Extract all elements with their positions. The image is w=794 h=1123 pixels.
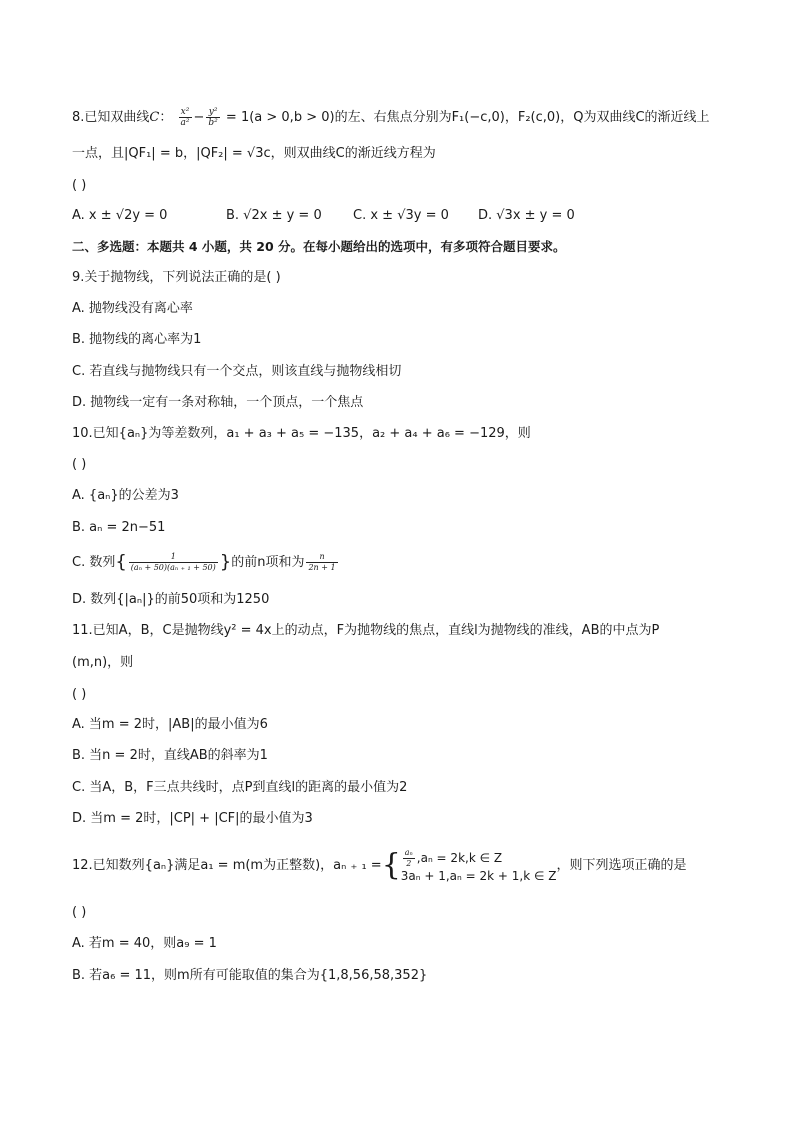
q9-option-c: C. 若直线与抛物线只有一个交点，则该直线与抛物线相切 (72, 364, 402, 379)
q12-stem: 12.已知数列{aₙ}满足a₁ = m(m为正整数)，aₙ ₊ ₁ ={ $\frac{\text{aₙ}}{2}$ ,aₙ = 2k,k ∈ Z 3aₙ + 1,aₙ = 2k + 1,k ∈ Z ，则下列选项正确的是 (72, 847, 687, 883)
q8-minus: − (193, 110, 205, 125)
q10-answer-paren: ( ) (72, 457, 87, 472)
q8-line2: 一点，且|QF₁| = b，|QF₂| = √3c，则双曲线C的渐近线方程为 (72, 146, 436, 161)
q10-option-c: C. 数列{ $\frac{1}{\text{(aₙ + 50)(aₙ ₊ ₁ + 50)}}$ }的前n项和为 $\frac{n}{2n + 1}$ (72, 551, 336, 573)
q11-option-d: D. 当m = 2时，|CP| + |CF|的最小值为3 (72, 811, 313, 826)
q10-option-b: B. aₙ = 2n−51 (72, 520, 166, 535)
q9-option-b: B. 抛物线的离心率为1 (72, 332, 202, 347)
q9-option-d: D. 抛物线一定有一条对称轴，一个顶点，一个焦点 (72, 395, 364, 410)
q10-option-c-sum-fraction: $\frac{n}{2n + 1}$ (308, 552, 336, 572)
q8-option-b: B. √2x ± y = 0 (226, 208, 322, 223)
q11-stem-line1: 11.已知A，B，C是抛物线y² = 4x上的动点，F为抛物线的焦点，直线l为抛物线的准线，AB的中点为P (72, 623, 660, 638)
q11-stem-line2: (m,n)，则 (72, 655, 134, 670)
q8-option-d: D. √3x ± y = 0 (478, 208, 575, 223)
q8-eq-rest: = 1(a > 0,b > 0)的左、右焦点分别为F₁(−c,0)，F₂(c,0)，Q为双曲线C的渐近线上 (225, 110, 710, 125)
q11-answer-paren: ( ) (72, 687, 87, 702)
q12-option-a: A. 若m = 40，则a₉ = 1 (72, 936, 217, 951)
q9-stem: 9.关于抛物线，下列说法正确的是( ) (72, 270, 281, 285)
q10-stem: 10.已知{aₙ}为等差数列，a₁ + a₃ + a₅ = −135，a₂ + a₄ + a₆ = −129，则 (72, 426, 531, 441)
q11-option-b: B. 当n = 2时，直线AB的斜率为1 (72, 748, 268, 763)
q8-colon: ： (159, 110, 173, 125)
q8-frac-x: $\frac{\text{x²}}{\text{a²}}$ (180, 107, 190, 128)
q8-answer-paren: ( ) (72, 178, 87, 193)
q10-option-a: A. {aₙ}的公差为3 (72, 488, 179, 503)
q10-option-c-fraction: $\frac{1}{\text{(aₙ + 50)(aₙ ₊ ₁ + 50)}}$ (130, 552, 216, 572)
q8-frac-y: $\frac{\text{y²}}{\text{b²}}$ (208, 107, 218, 128)
q11-option-a: A. 当m = 2时，|AB|的最小值为6 (72, 717, 268, 732)
q11-option-c: C. 当A，B，F三点共线时，点P到直线l的距离的最小值为2 (72, 780, 408, 795)
q10-option-d: D. 数列{|aₙ|}的前50项和为1250 (72, 592, 270, 607)
q8-prefix: 8.已知双曲线 (72, 110, 150, 125)
q9-option-a: A. 抛物线没有离心率 (72, 301, 193, 316)
q12-piecewise: $\frac{\text{aₙ}}{2}$ ,aₙ = 2k,k ∈ Z 3aₙ + 1,aₙ = 2k + 1,k ∈ Z (400, 848, 557, 883)
q12-option-b: B. 若a₆ = 11，则m所有可能取值的集合为{1,8,56,58,352} (72, 968, 428, 983)
q8-curve: C (149, 110, 160, 125)
q8-option-c: C. x ± √3y = 0 (353, 208, 449, 223)
q8-option-a: A. x ± √2y = 0 (72, 208, 168, 223)
q8-line1 (72, 107, 710, 128)
q12-answer-paren: ( ) (72, 905, 87, 920)
section-heading-multi-choice: 二、多选题：本题共 4 小题，共 20 分。在每小题给出的选项中，有多项符合题目要求。 (72, 239, 566, 254)
